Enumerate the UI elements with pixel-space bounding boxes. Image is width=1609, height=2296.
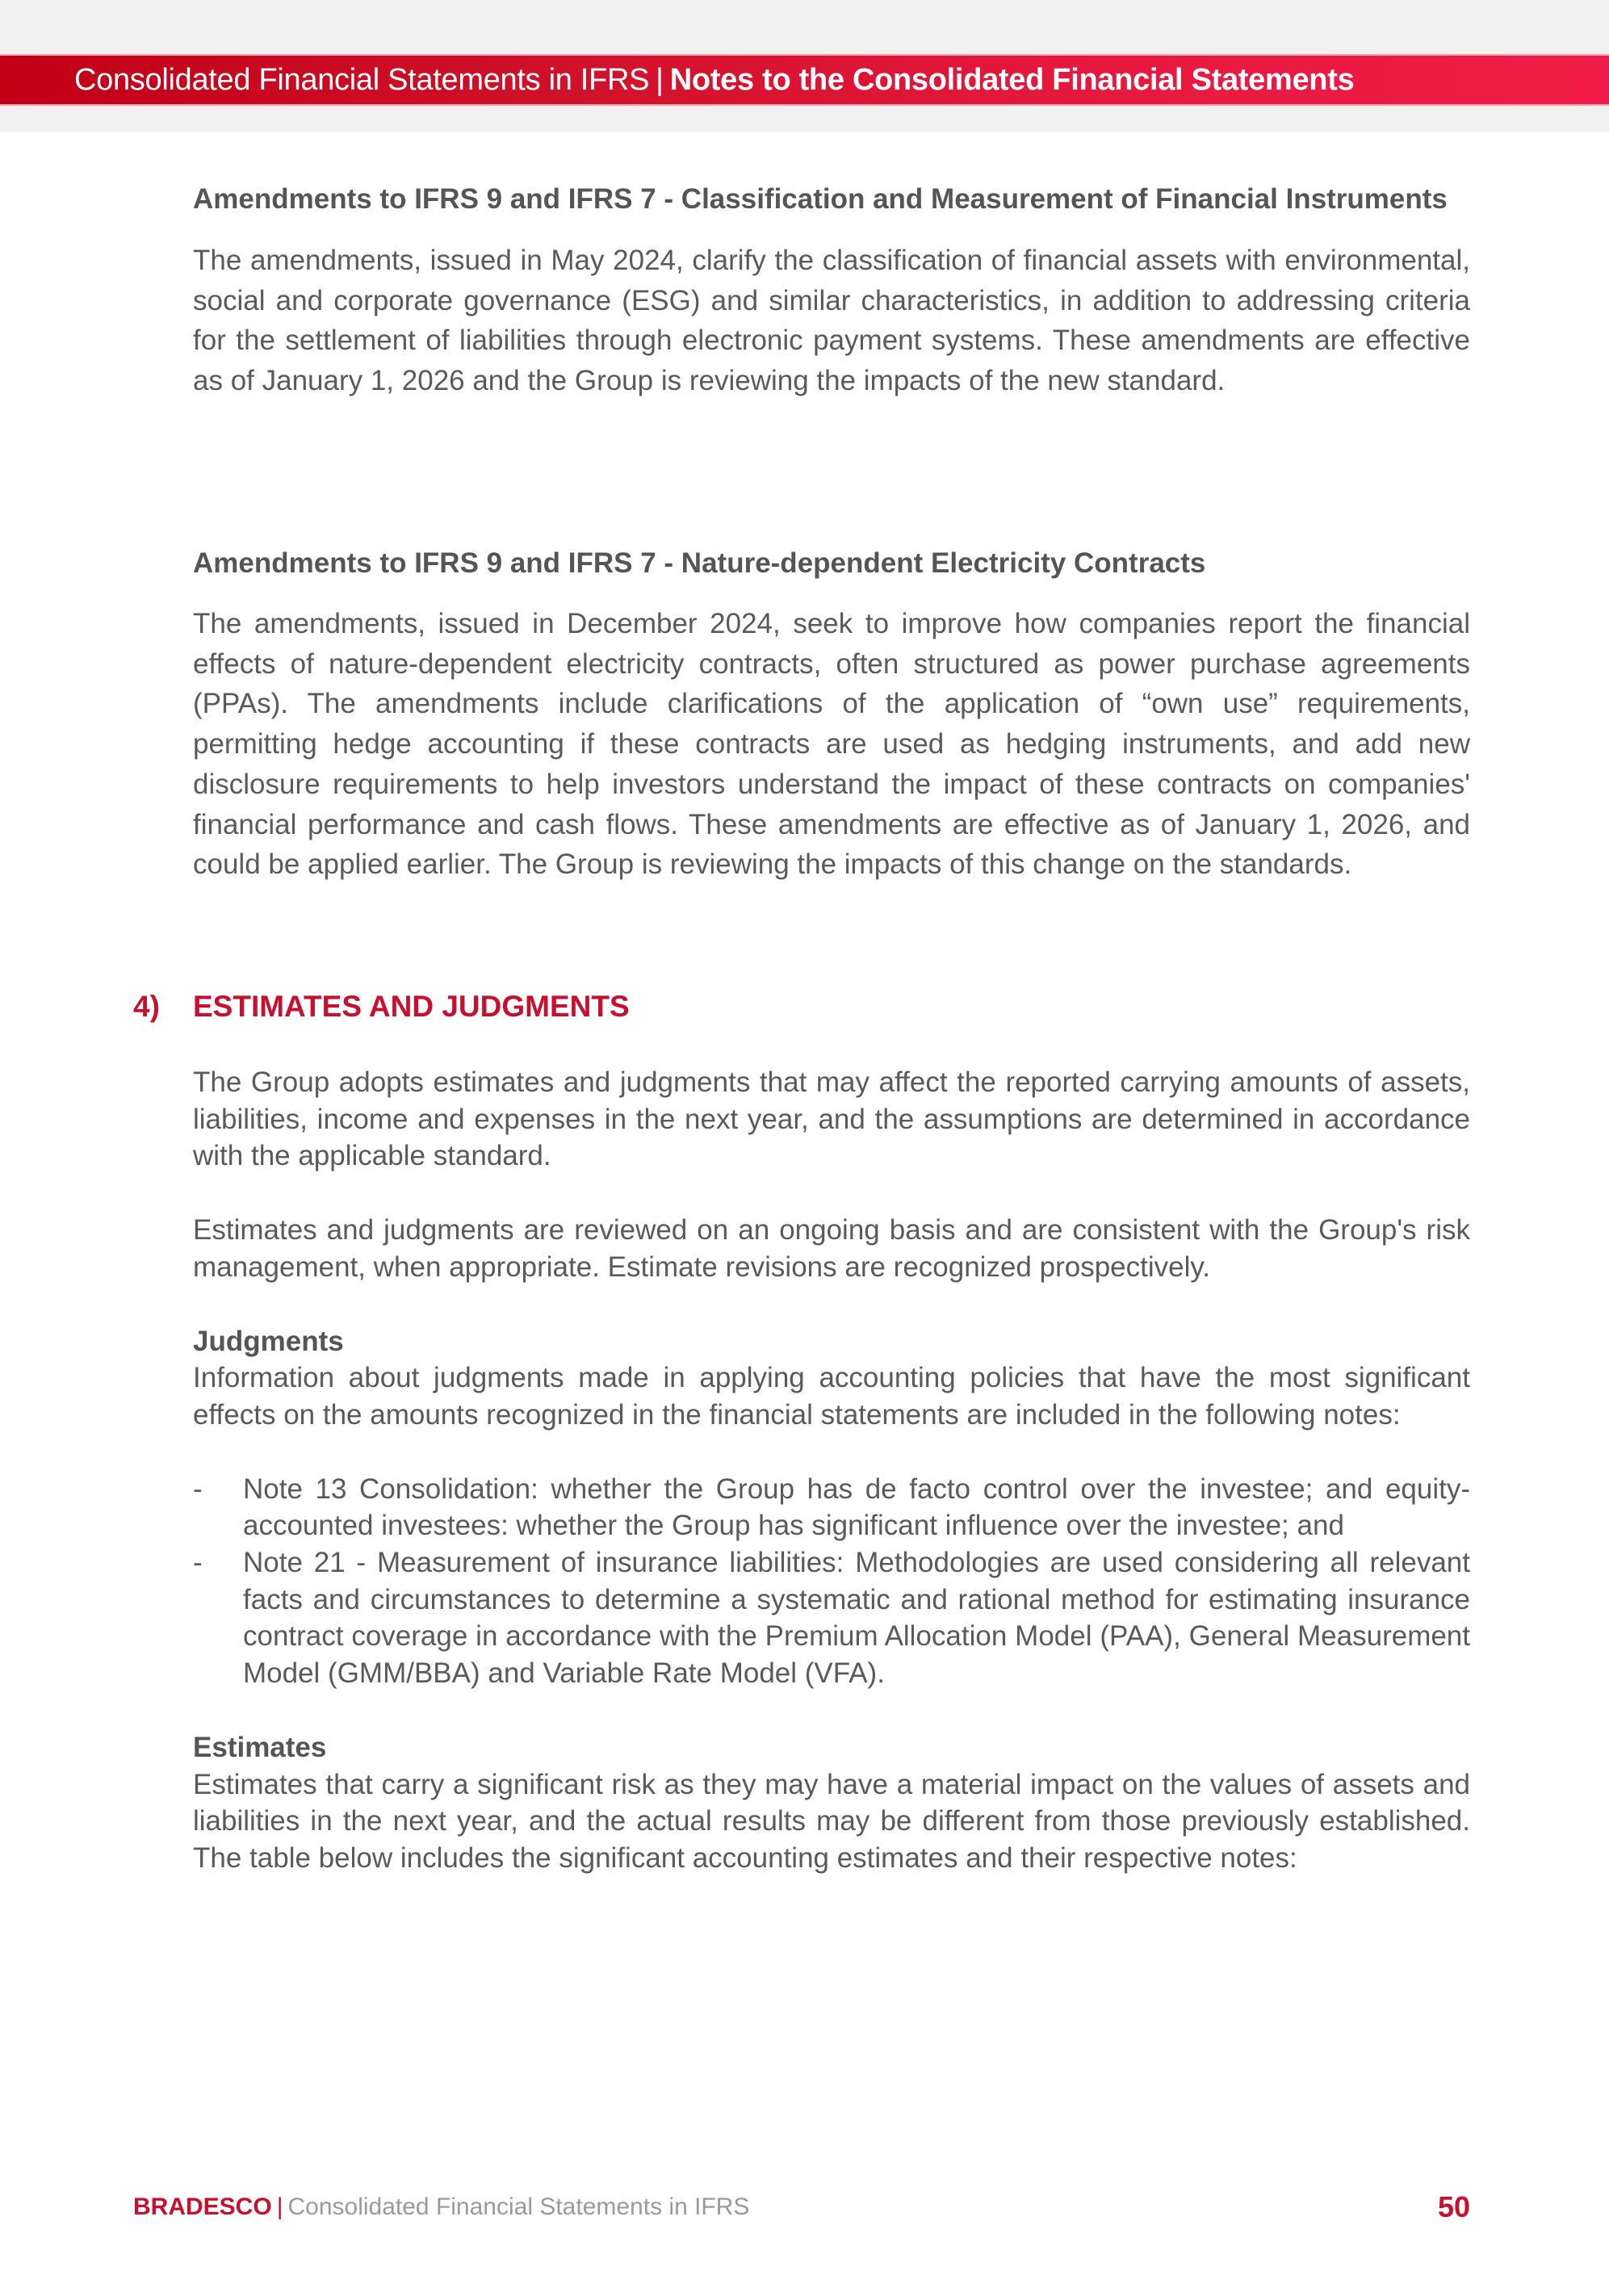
ifrs9-electricity-body: The amendments, issued in December 2024, seek to improve how companies report the financial effects of nature-dependent electricity contracts, often structured as power purchase agreements (PPAs). The amendments include clarifications of the application of “own use” requirements, permitting hedge accounting if these contracts are used as hedging instruments, and add new disclosure requirements to help investors understand the impact of these contracts on companies' financial performance and cash flows. These amendments are effective as of January 1, 2026, and could be applied earlier. The Group is reviewing the impacts of this change on the standards. xyxy=(193,608,1470,881)
page-footer xyxy=(133,2189,1470,2225)
footer-separator: | xyxy=(276,2193,283,2220)
judgments-title: Judgments xyxy=(193,1325,344,1357)
list-item xyxy=(193,1471,1470,1544)
ifrs9-classification-title: Amendments to IFRS 9 and IFRS 7 - Classification and Measurement of Financial Instruments xyxy=(193,183,1448,215)
ifrs9-classification-block xyxy=(193,179,1470,401)
ifrs9-electricity-title: Amendments to IFRS 9 and IFRS 7 - Nature-dependent Electricity Contracts xyxy=(193,547,1206,579)
ifrs9-classification-body: The amendments, issued in May 2024, clarify the classification of financial assets with environmental, social and corporate governance (ESG) and similar characteristics, in addition to addressing criteria for the settlement of liabilities through electronic payment systems. These amendments are effective as of January 1, 2026 and the Group is reviewing the impacts of the new standard. xyxy=(193,245,1470,397)
estimates-body: Estimates that carry a significant risk as they may have a material impact on the values of assets and liabilities in the next year, and the actual results may be different from those previously established. The table below includes the significant accounting estimates and their respective notes: xyxy=(193,1768,1470,1874)
estimates-title: Estimates xyxy=(193,1731,327,1763)
page-number: 50 xyxy=(1437,2190,1470,2223)
footer-title: Consolidated Financial Statements in IFRS xyxy=(287,2193,750,2220)
bullet-dash: - xyxy=(193,1547,203,1579)
list-item-text: Note 13 Consolidation: whether the Group has de facto control over the investee; and equity-accounted investees: whether the Group has significant influence over the investee; and xyxy=(243,1473,1470,1542)
list-item-text: Note 21 - Measurement of insurance liabilities: Methodologies are used considering all relevant facts and circumstances to determine a systematic and rational method for estimating insurance contract coverage in accordance with the Premium Allocation Model (PAA), General Measurement Model (GMM/BBA) and Variable Rate Model (VFA). xyxy=(243,1547,1470,1690)
bullet-dash: - xyxy=(193,1473,203,1505)
section-number: 4) xyxy=(133,990,160,1023)
section4-paragraph-1: The Group adopts estimates and judgments that may affect the reported carrying amounts of assets, liabilities, income and expenses in the next year, and the assumptions are determined in accordance with the applicable standard. xyxy=(193,1066,1470,1172)
section-title: ESTIMATES AND JUDGMENTS xyxy=(193,990,630,1023)
judgments-list xyxy=(193,1471,1470,1692)
header-section: Consolidated Financial Statements in IFRS xyxy=(74,63,650,97)
footer-brand: BRADESCO xyxy=(133,2193,272,2220)
header-title xyxy=(74,56,1354,104)
ifrs9-electricity-block xyxy=(193,543,1470,885)
header-separator: | xyxy=(656,63,664,97)
section4-paragraph-2: Estimates and judgments are reviewed on an ongoing basis and are consistent with the Group's risk management, when appropriate. Estimate revisions are recognized prospectively. xyxy=(193,1214,1470,1283)
header-banner xyxy=(0,54,1609,106)
section-heading xyxy=(133,988,630,1025)
header-subsection: Notes to the Consolidated Financial Statements xyxy=(669,63,1355,97)
judgments-intro: Information about judgments made in applying accounting policies that have the most significant effects on the amounts recognized in the financial statements are included in the following notes: xyxy=(193,1362,1470,1431)
section4-body xyxy=(193,1064,1470,1877)
list-item xyxy=(193,1544,1470,1692)
